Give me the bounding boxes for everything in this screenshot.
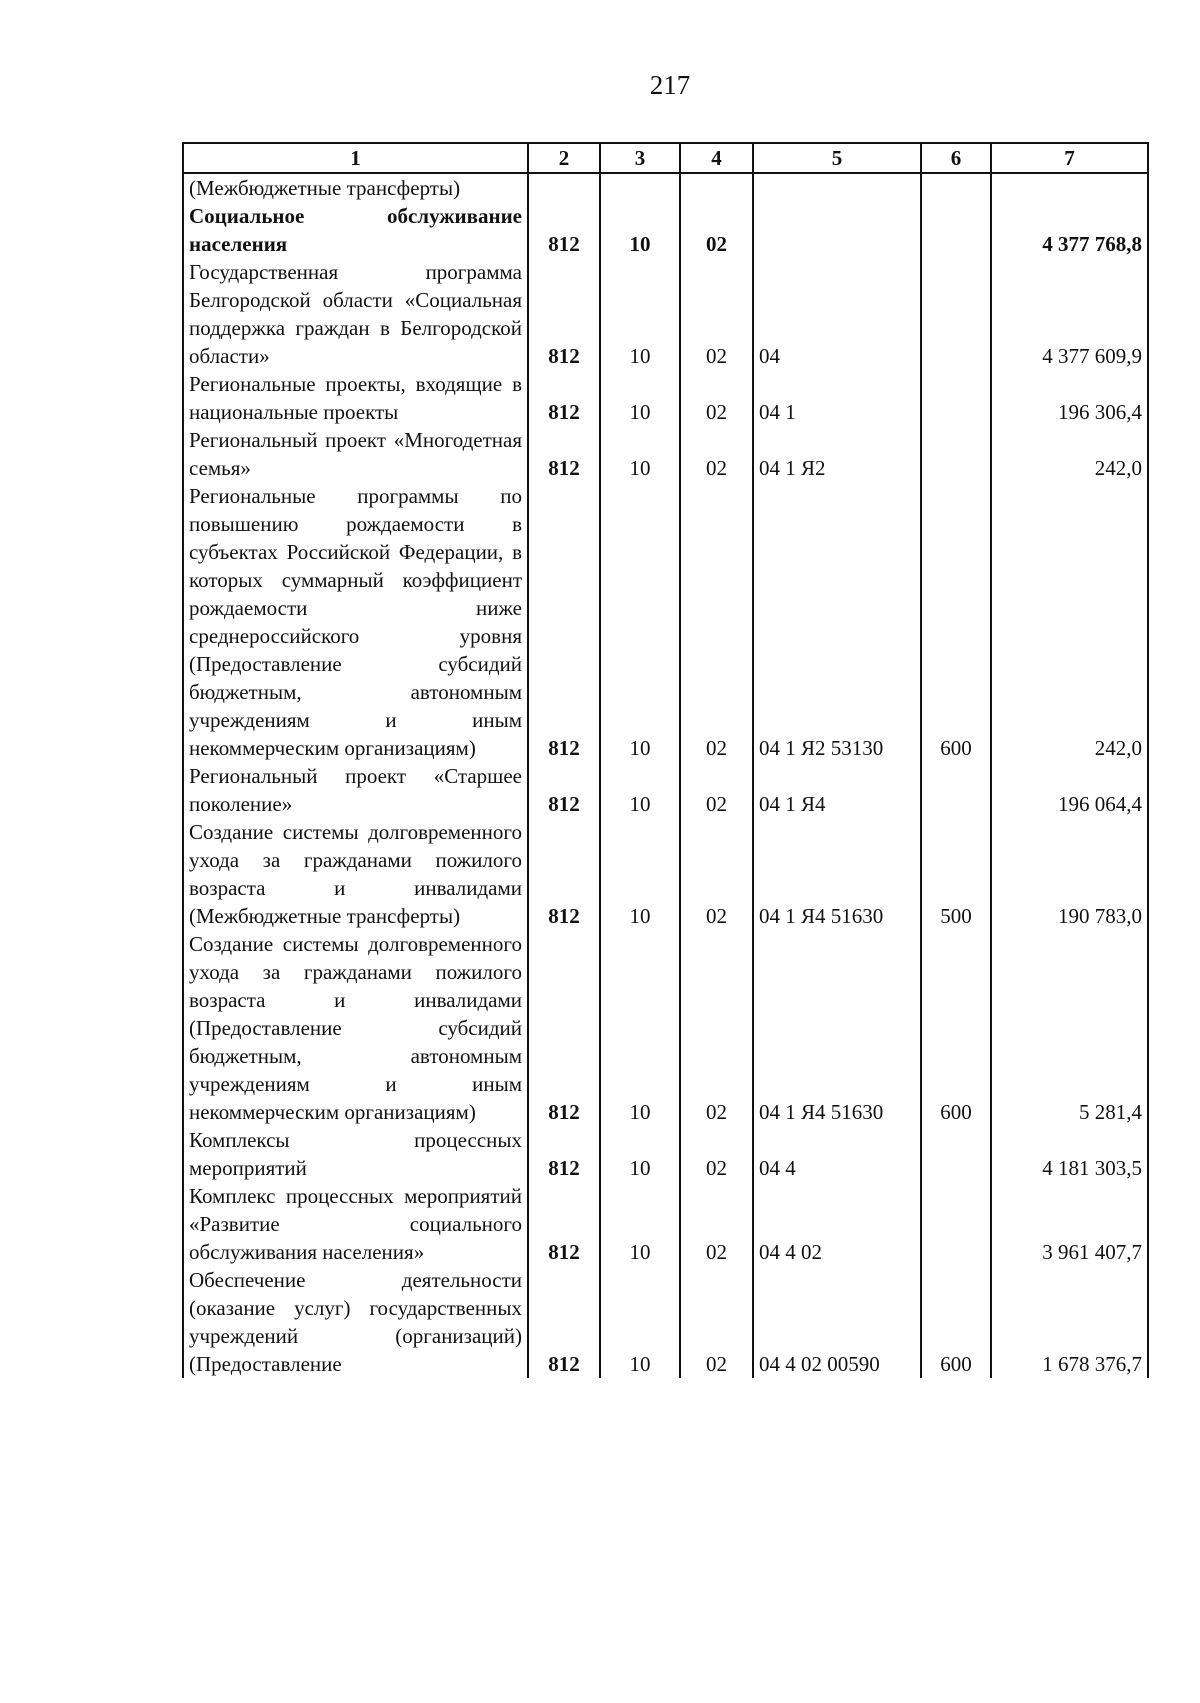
row-description: Региональный проект «Многодетная семья»	[183, 426, 528, 482]
cell-subsection: 02	[680, 370, 753, 426]
cell-section: 10	[600, 762, 680, 818]
cell-ministry-code	[528, 173, 600, 202]
cell-subsection: 02	[680, 1266, 753, 1378]
cell-section: 10	[600, 1266, 680, 1378]
row-description: Региональный проект «Старшее поколение»	[183, 762, 528, 818]
cell-target-article	[753, 173, 921, 202]
cell-ministry-code: 812	[528, 762, 600, 818]
cell-ministry-code: 812	[528, 370, 600, 426]
cell-expense-type: 600	[921, 930, 991, 1126]
cell-target-article: 04 1 Я2	[753, 426, 921, 482]
cell-section	[600, 173, 680, 202]
row-description: Региональные проекты, входящие в национальные проекты	[183, 370, 528, 426]
cell-section: 10	[600, 818, 680, 930]
table-row	[183, 1266, 1148, 1378]
table-row	[183, 173, 1148, 202]
cell-ministry-code: 812	[528, 426, 600, 482]
cell-target-article: 04 4	[753, 1126, 921, 1182]
cell-target-article	[753, 202, 921, 258]
cell-section: 10	[600, 202, 680, 258]
cell-subsection: 02	[680, 482, 753, 762]
column-header: 3	[600, 143, 680, 173]
table-row	[183, 370, 1148, 426]
cell-ministry-code: 812	[528, 1182, 600, 1266]
cell-section: 10	[600, 370, 680, 426]
table-row	[183, 482, 1148, 762]
cell-target-article: 04	[753, 258, 921, 370]
cell-amount: 1 678 376,7	[991, 1266, 1148, 1378]
cell-subsection: 02	[680, 818, 753, 930]
cell-subsection: 02	[680, 426, 753, 482]
cell-expense-type	[921, 1182, 991, 1266]
table-row	[183, 762, 1148, 818]
cell-subsection: 02	[680, 202, 753, 258]
cell-amount: 4 377 768,8	[991, 202, 1148, 258]
cell-subsection: 02	[680, 930, 753, 1126]
row-description: Создание системы долговременного ухода за гражданами пожилого возраста и инвалидами (Предоставление субсидий бюджетным, автономным учреждениям и иным некоммерческим организациям)	[183, 930, 528, 1126]
cell-section: 10	[600, 1182, 680, 1266]
cell-subsection	[680, 173, 753, 202]
row-description: Комплекс процессных мероприятий «Развитие социального обслуживания населения»	[183, 1182, 528, 1266]
cell-section: 10	[600, 482, 680, 762]
cell-amount	[991, 173, 1148, 202]
page-number: 217	[649, 70, 691, 100]
cell-expense-type	[921, 202, 991, 258]
row-description: Комплексы процессных мероприятий	[183, 1126, 528, 1182]
cell-expense-type: 600	[921, 482, 991, 762]
cell-subsection: 02	[680, 258, 753, 370]
column-header: 2	[528, 143, 600, 173]
row-description: Создание системы долговременного ухода за гражданами пожилого возраста и инвалидами (Межбюджетные трансферты)	[183, 818, 528, 930]
column-header: 1	[183, 143, 528, 173]
row-description: Региональные программы по повышению рождаемости в субъектах Российской Федерации, в которых суммарный коэффициент рождаемости ниже среднероссийского уровня (Предоставление субсидий бюджетным, автономным учреждениям и иным некоммерческим организациям)	[183, 482, 528, 762]
cell-subsection: 02	[680, 1182, 753, 1266]
cell-expense-type: 500	[921, 818, 991, 930]
cell-expense-type	[921, 173, 991, 202]
cell-subsection: 02	[680, 762, 753, 818]
cell-ministry-code: 812	[528, 818, 600, 930]
column-header: 7	[991, 143, 1148, 173]
cell-ministry-code: 812	[528, 482, 600, 762]
cell-expense-type	[921, 370, 991, 426]
cell-expense-type	[921, 1126, 991, 1182]
cell-target-article: 04 1 Я4 51630	[753, 930, 921, 1126]
table-row	[183, 930, 1148, 1126]
cell-section: 10	[600, 930, 680, 1126]
cell-amount: 196 306,4	[991, 370, 1148, 426]
cell-target-article: 04 1 Я4 51630	[753, 818, 921, 930]
cell-target-article: 04 1	[753, 370, 921, 426]
cell-target-article: 04 4 02 00590	[753, 1266, 921, 1378]
column-header-row	[183, 143, 1148, 173]
table-row	[183, 426, 1148, 482]
budget-table	[182, 142, 1149, 1378]
cell-target-article: 04 1 Я4	[753, 762, 921, 818]
cell-amount: 4 377 609,9	[991, 258, 1148, 370]
cell-ministry-code: 812	[528, 1266, 600, 1378]
row-description: Социальное обслуживание населения	[183, 202, 528, 258]
cell-ministry-code: 812	[528, 1126, 600, 1182]
cell-expense-type	[921, 426, 991, 482]
cell-target-article: 04 1 Я2 53130	[753, 482, 921, 762]
cell-ministry-code: 812	[528, 202, 600, 258]
cell-amount: 196 064,4	[991, 762, 1148, 818]
cell-expense-type: 600	[921, 1266, 991, 1378]
cell-expense-type	[921, 762, 991, 818]
table-row	[183, 1126, 1148, 1182]
cell-ministry-code: 812	[528, 930, 600, 1126]
cell-amount: 242,0	[991, 482, 1148, 762]
column-header: 6	[921, 143, 991, 173]
cell-amount: 5 281,4	[991, 930, 1148, 1126]
cell-ministry-code: 812	[528, 258, 600, 370]
table-row	[183, 1182, 1148, 1266]
cell-amount: 242,0	[991, 426, 1148, 482]
table-row	[183, 818, 1148, 930]
row-description: Государственная программа Белгородской области «Социальная поддержка граждан в Белгородской области»	[183, 258, 528, 370]
cell-amount: 3 961 407,7	[991, 1182, 1148, 1266]
column-header: 4	[680, 143, 753, 173]
cell-expense-type	[921, 258, 991, 370]
cell-target-article: 04 4 02	[753, 1182, 921, 1266]
cell-amount: 4 181 303,5	[991, 1126, 1148, 1182]
cell-amount: 190 783,0	[991, 818, 1148, 930]
table-row	[183, 258, 1148, 370]
cell-section: 10	[600, 426, 680, 482]
cell-subsection: 02	[680, 1126, 753, 1182]
cell-section: 10	[600, 1126, 680, 1182]
table-row	[183, 202, 1148, 258]
cell-section: 10	[600, 258, 680, 370]
row-description: (Межбюджетные трансферты)	[183, 173, 528, 202]
column-header: 5	[753, 143, 921, 173]
row-description: Обеспечение деятельности (оказание услуг) государственных учреждений (организаций) (Предоставление	[183, 1266, 528, 1378]
